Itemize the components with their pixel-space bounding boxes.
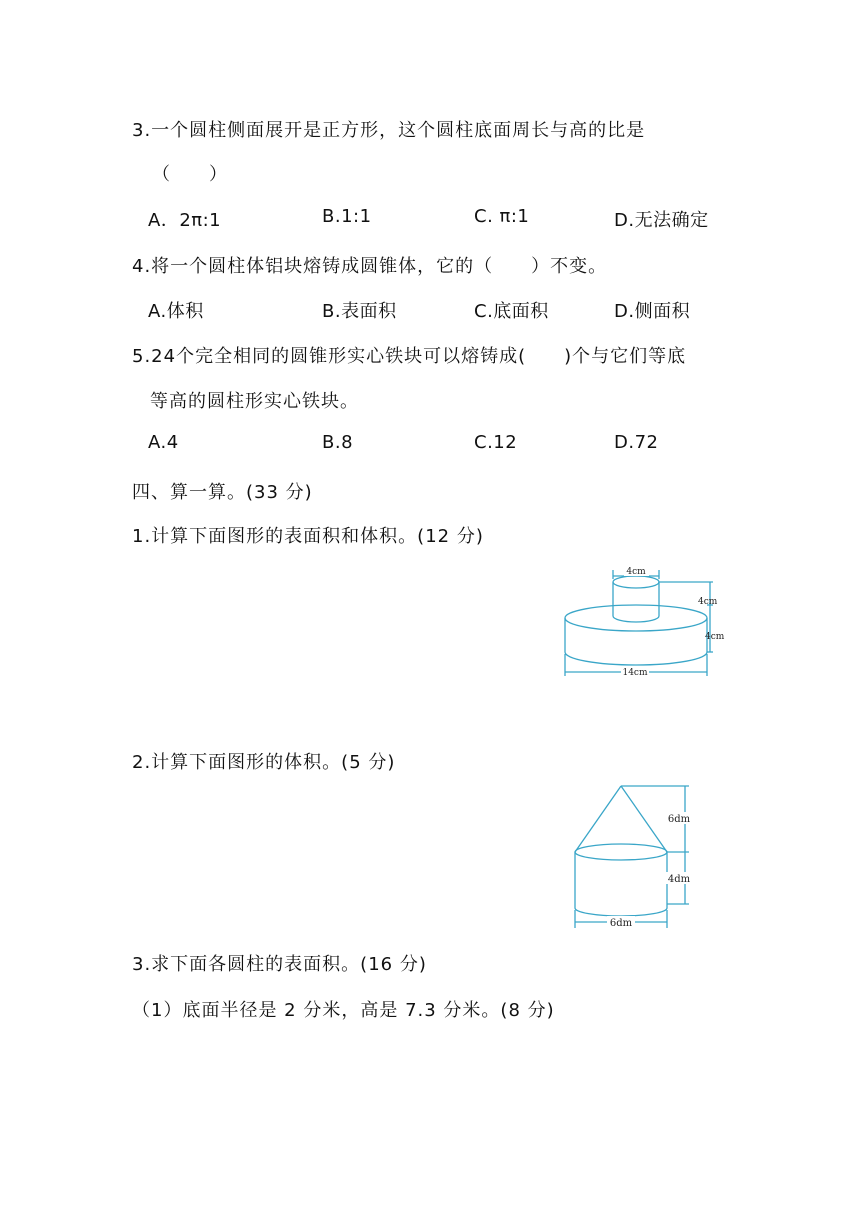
q3-option-b: B.1:1	[322, 206, 372, 227]
fig1-top-diameter: 4cm	[626, 567, 646, 577]
problem-3-sub-1: （1）底面半径是 2 分米，高是 7.3 分米。(8 分)	[132, 1000, 555, 1021]
q4-option-b: B.表面积	[322, 301, 397, 322]
fig2-cone-height: 6dm	[667, 814, 691, 825]
problem-1-text: 1.计算下面图形的表面积和体积。(12 分)	[132, 526, 484, 547]
fig2-cylinder-height: 4dm	[667, 874, 691, 885]
q3-option-a: A．2π:1	[148, 210, 222, 231]
question-4-text: 4.将一个圆柱体铝块熔铸成圆锥体，它的（ ）不变。	[132, 256, 608, 277]
q5-option-a: A.4	[148, 432, 179, 453]
fig1-bottom-height: 4cm	[705, 632, 725, 642]
q4-option-c: C.底面积	[474, 301, 549, 322]
q5-option-c: C.12	[474, 432, 518, 453]
problem-2-text: 2.计算下面图形的体积。(5 分)	[132, 752, 396, 773]
section-4-heading: 四、算一算。(33 分)	[132, 482, 313, 503]
q3-option-d: D.无法确定	[614, 210, 709, 231]
question-3-blank: （ ）	[152, 164, 228, 185]
question-5-text: 5.24个完全相同的圆锥形实心铁块可以熔铸成( )个与它们等底	[132, 346, 687, 367]
q4-option-a: A.体积	[148, 301, 204, 322]
question-3-text: 3.一个圆柱侧面展开是正方形，这个圆柱底面周长与高的比是	[132, 120, 646, 141]
figure-stacked-cylinders	[555, 560, 725, 685]
fig1-top-height: 4cm	[698, 597, 718, 607]
q3-option-c: C. π:1	[474, 206, 530, 227]
q5-option-b: B.8	[322, 432, 354, 453]
problem-3-text: 3.求下面各圆柱的表面积。(16 分)	[132, 954, 427, 975]
q5-option-d: D.72	[614, 432, 659, 453]
fig2-diameter: 6dm	[609, 918, 633, 929]
q4-option-d: D.侧面积	[614, 301, 691, 322]
question-5-text-cont: 等高的圆柱形实心铁块。	[150, 391, 359, 412]
fig1-bottom-diameter: 14cm	[622, 668, 648, 678]
figure-cone-on-cylinder	[565, 780, 700, 930]
